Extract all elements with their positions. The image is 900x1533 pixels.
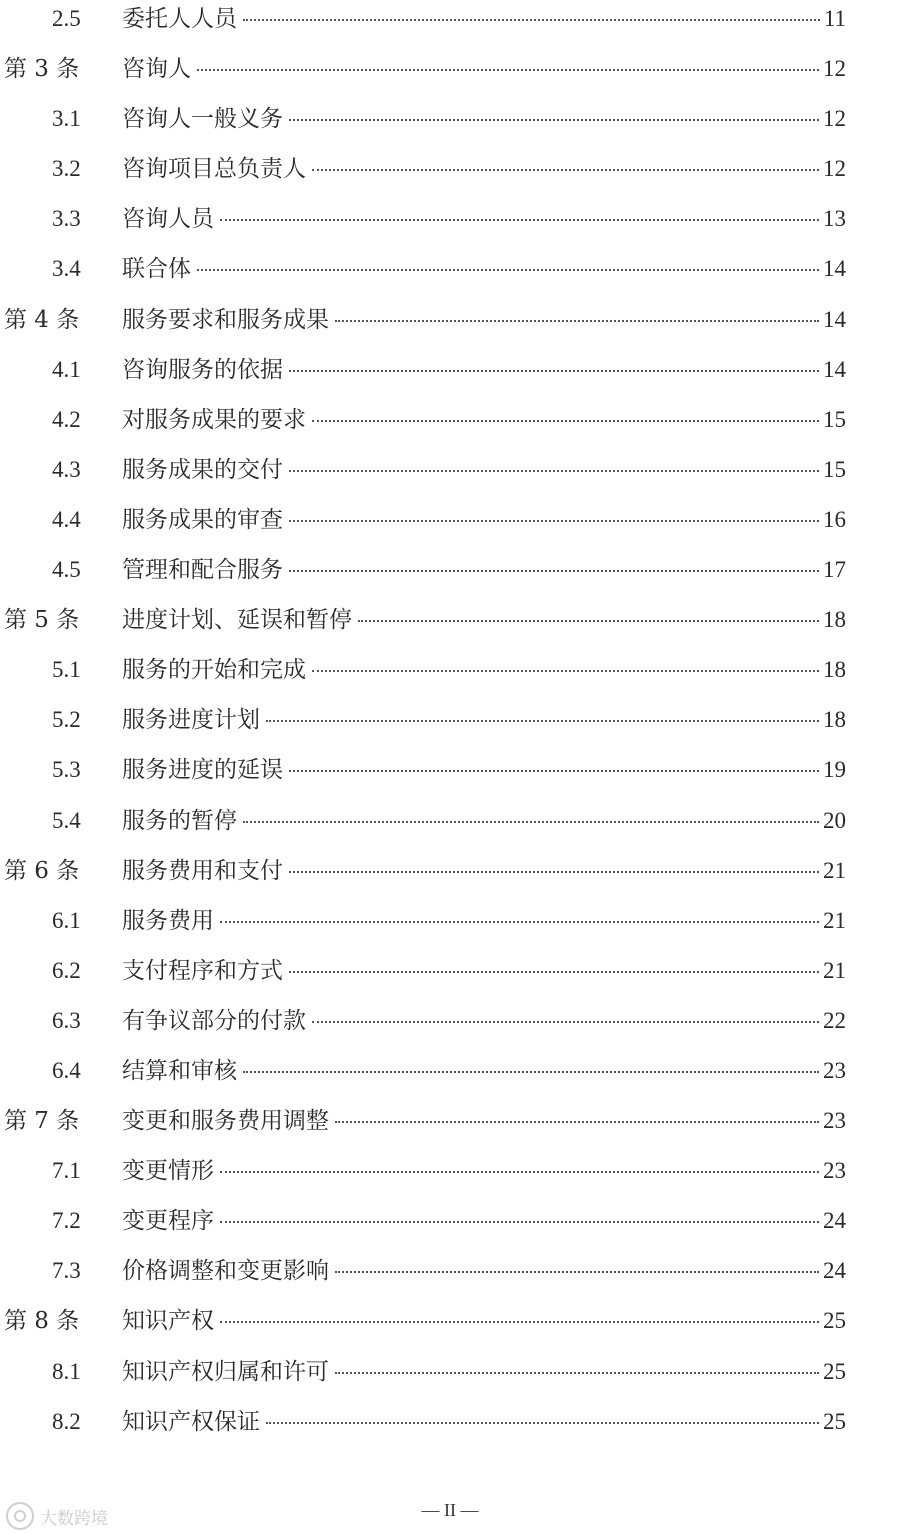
toc-entry-number: 6.1 <box>52 907 81 933</box>
toc-entry-number: 6.3 <box>52 1007 81 1033</box>
dot-leader <box>358 620 819 622</box>
dot-leader <box>197 69 819 71</box>
toc-entry-page: 14 <box>823 306 846 332</box>
toc-entry[interactable] <box>0 551 900 601</box>
toc-entry-line <box>122 1403 846 1441</box>
toc-entry[interactable] <box>0 50 900 100</box>
watermark-logo-icon <box>6 1502 34 1530</box>
toc-entry-page: 25 <box>823 1358 846 1384</box>
toc-entry-page: 18 <box>823 607 846 633</box>
toc-entry-line <box>122 1002 846 1040</box>
toc-entry[interactable] <box>0 0 900 50</box>
toc-entry-line <box>122 501 846 539</box>
toc-entry-number: 4.4 <box>52 506 81 532</box>
toc-entry[interactable] <box>0 701 900 751</box>
toc-entry-page: 12 <box>823 106 846 132</box>
toc-entry[interactable] <box>0 501 900 551</box>
toc-entry-title: 有争议部分的付款 <box>122 1002 308 1040</box>
toc-entry-number: 4.3 <box>52 456 81 482</box>
toc-entry-line <box>122 701 846 739</box>
toc-entry[interactable] <box>0 150 900 200</box>
toc-entry-number: 5.1 <box>52 657 81 683</box>
toc-entry-number: 5.4 <box>52 807 81 833</box>
toc-entry-page: 22 <box>823 1007 846 1033</box>
toc-entry-line <box>122 301 846 339</box>
dot-leader <box>312 420 819 422</box>
toc-entry-number: 6.4 <box>52 1057 81 1083</box>
toc-entry-title: 咨询人员 <box>122 200 216 238</box>
toc-entry-number: 3.2 <box>52 156 81 182</box>
toc-entry[interactable] <box>0 852 900 902</box>
toc-entry-page: 23 <box>823 1108 846 1134</box>
toc-entry-title: 服务的开始和完成 <box>122 651 308 689</box>
toc-entry[interactable] <box>0 100 900 150</box>
toc-entry-line <box>122 1353 846 1391</box>
toc-entry-title: 结算和审核 <box>122 1052 239 1090</box>
dot-leader <box>289 971 819 973</box>
toc-entry[interactable] <box>0 250 900 300</box>
toc-entry-title: 服务费用和支付 <box>122 852 285 890</box>
toc-entry[interactable] <box>0 1353 900 1403</box>
dot-leader <box>289 470 819 472</box>
toc-entry-page: 19 <box>823 757 846 783</box>
dot-leader <box>243 1071 819 1073</box>
dot-leader <box>312 169 819 171</box>
toc-entry-title: 知识产权 <box>122 1302 216 1340</box>
toc-entry[interactable] <box>0 1252 900 1302</box>
toc-entry[interactable] <box>0 1403 900 1453</box>
dot-leader <box>243 19 820 21</box>
dot-leader <box>220 921 819 923</box>
toc-entry-line <box>122 1052 846 1090</box>
toc-entry-number: 7.2 <box>52 1208 81 1234</box>
toc-entry[interactable] <box>0 1152 900 1202</box>
toc-entry-title: 委托人人员 <box>122 0 239 38</box>
toc-entry-title: 服务费用 <box>122 902 216 940</box>
toc-entry-page: 15 <box>823 406 846 432</box>
toc-entry[interactable] <box>0 601 900 651</box>
toc-entry-title: 管理和配合服务 <box>122 551 285 589</box>
toc-entry-line <box>122 100 846 138</box>
dot-leader <box>289 520 819 522</box>
toc-entry-number: 第 5 条 <box>4 607 80 634</box>
toc-entry[interactable] <box>0 952 900 1002</box>
toc-entry[interactable] <box>0 902 900 952</box>
toc-entry[interactable] <box>0 451 900 501</box>
toc-entry-line <box>122 1252 846 1290</box>
dot-leader <box>335 1271 819 1273</box>
toc-entry-line <box>122 952 846 990</box>
toc-entry-number: 3.4 <box>52 256 81 282</box>
toc-entry[interactable] <box>0 1102 900 1152</box>
toc-entry-title: 进度计划、延误和暂停 <box>122 601 354 639</box>
toc-entry-line <box>122 651 846 689</box>
toc-entry-number: 第 8 条 <box>4 1308 80 1335</box>
toc-entry-line <box>122 0 846 38</box>
toc-entry-number: 第 6 条 <box>4 857 80 884</box>
toc-entry-title: 服务成果的审查 <box>122 501 285 539</box>
toc-entry-line <box>122 250 846 288</box>
toc-entry-title: 变更情形 <box>122 1152 216 1190</box>
toc-entry-title: 对服务成果的要求 <box>122 401 308 439</box>
toc-entry-line <box>122 802 846 840</box>
toc-entry-line <box>122 451 846 489</box>
dot-leader <box>312 1021 819 1023</box>
watermark-text: 大数跨境 <box>40 1508 108 1529</box>
toc-entry-line <box>122 1302 846 1340</box>
toc-entry-title: 服务进度计划 <box>122 701 262 739</box>
toc-entry-page: 18 <box>823 707 846 733</box>
toc-entry-title: 咨询服务的依据 <box>122 351 285 389</box>
toc-entry-title: 服务成果的交付 <box>122 451 285 489</box>
toc-entry-title: 知识产权归属和许可 <box>122 1353 331 1391</box>
toc-entry-number: 2.5 <box>52 6 81 31</box>
dot-leader <box>266 1422 819 1424</box>
toc-entry-title: 咨询项目总负责人 <box>122 150 308 188</box>
toc-entry-page: 15 <box>823 456 846 482</box>
dot-leader <box>335 320 819 322</box>
toc-entry-page: 23 <box>823 1057 846 1083</box>
toc-entry-title: 咨询人一般义务 <box>122 100 285 138</box>
toc-entry-page: 21 <box>823 907 846 933</box>
toc-entry-page: 21 <box>823 957 846 983</box>
toc-entry-line <box>122 852 846 890</box>
toc-entry-title: 支付程序和方式 <box>122 952 285 990</box>
toc-entry-number: 第 3 条 <box>4 56 80 83</box>
toc-entry[interactable] <box>0 401 900 451</box>
toc-entry-page: 25 <box>823 1408 846 1434</box>
toc-entry-title: 变更和服务费用调整 <box>122 1102 331 1140</box>
toc-entry-page: 12 <box>823 56 846 82</box>
toc-entry-number: 4.1 <box>52 356 81 382</box>
dot-leader <box>289 370 819 372</box>
toc-entry-page: 20 <box>823 807 846 833</box>
toc-entry-page: 24 <box>823 1208 846 1234</box>
toc-entry-page: 21 <box>823 857 846 883</box>
dot-leader <box>220 1321 819 1323</box>
toc-entry-line <box>122 351 846 389</box>
toc-entry-number: 7.3 <box>52 1258 81 1284</box>
toc-entry[interactable] <box>0 1002 900 1052</box>
toc-entry-title: 变更程序 <box>122 1202 216 1240</box>
toc-entry[interactable] <box>0 1202 900 1252</box>
toc-entry-line <box>122 1102 846 1140</box>
toc-entry-number: 6.2 <box>52 957 81 983</box>
toc-entry-line <box>122 200 846 238</box>
toc-entry-line <box>122 150 846 188</box>
toc-entry-number: 第 4 条 <box>4 306 80 333</box>
dot-leader <box>335 1372 819 1374</box>
page-number-label: — II — <box>421 1500 479 1520</box>
toc-entry-title: 知识产权保证 <box>122 1403 262 1441</box>
toc-entry-line <box>122 401 846 439</box>
toc-entry[interactable] <box>0 751 900 801</box>
toc-entry[interactable] <box>0 200 900 250</box>
dot-leader <box>220 1171 819 1173</box>
toc-entry-line <box>122 902 846 940</box>
toc-entry-number: 4.5 <box>52 557 81 583</box>
toc-entry[interactable] <box>0 1302 900 1352</box>
toc-entry-title: 咨询人 <box>122 50 193 88</box>
toc-entry-line <box>122 751 846 789</box>
toc-entry-number: 5.2 <box>52 707 81 733</box>
dot-leader <box>289 119 819 121</box>
toc-entry-page: 14 <box>823 356 846 382</box>
dot-leader <box>197 269 819 271</box>
toc-entry-line <box>122 1202 846 1240</box>
toc-entry-page: 11 <box>823 6 846 31</box>
toc-entry-number: 5.3 <box>52 757 81 783</box>
toc-entry-number: 3.1 <box>52 106 81 132</box>
toc-entry-line <box>122 551 846 589</box>
toc-entry-title: 服务的暂停 <box>122 802 239 840</box>
toc-entry-number: 8.1 <box>52 1358 81 1384</box>
toc-entry-page: 16 <box>823 506 846 532</box>
toc-entry[interactable] <box>0 351 900 401</box>
dot-leader <box>289 871 819 873</box>
toc-entry-number: 7.1 <box>52 1158 81 1184</box>
toc-entry[interactable] <box>0 802 900 852</box>
toc-entry[interactable] <box>0 1052 900 1102</box>
toc-entry-number: 3.3 <box>52 206 81 232</box>
toc-entry-page: 25 <box>823 1308 846 1334</box>
toc-entry-page: 17 <box>823 557 846 583</box>
toc-entry-title: 服务进度的延误 <box>122 751 285 789</box>
toc-entry-title: 服务要求和服务成果 <box>122 301 331 339</box>
dot-leader <box>243 821 819 823</box>
toc-entry-page: 18 <box>823 657 846 683</box>
dot-leader <box>266 720 819 722</box>
toc-entry-page: 14 <box>823 256 846 282</box>
toc-entry-page: 23 <box>823 1158 846 1184</box>
toc-entry-line <box>122 50 846 88</box>
watermark <box>6 1502 108 1530</box>
toc-entry-line <box>122 1152 846 1190</box>
toc-entry-number: 4.2 <box>52 406 81 432</box>
toc-entry-number: 第 7 条 <box>4 1108 80 1135</box>
dot-leader <box>312 670 819 672</box>
dot-leader <box>220 219 819 221</box>
toc-entry-number: 8.2 <box>52 1408 81 1434</box>
toc-entry[interactable] <box>0 651 900 701</box>
page-footer <box>0 1500 900 1521</box>
toc-entry-page: 24 <box>823 1258 846 1284</box>
dot-leader <box>220 1221 819 1223</box>
dot-leader <box>289 570 819 572</box>
toc-entry-title: 联合体 <box>122 250 193 288</box>
dot-leader <box>289 770 819 772</box>
toc-entry-page: 13 <box>823 206 846 232</box>
toc-entry-line <box>122 601 846 639</box>
toc-entry-title: 价格调整和变更影响 <box>122 1252 331 1290</box>
toc-entry[interactable] <box>0 301 900 351</box>
toc-entry-page: 12 <box>823 156 846 182</box>
dot-leader <box>335 1121 819 1123</box>
